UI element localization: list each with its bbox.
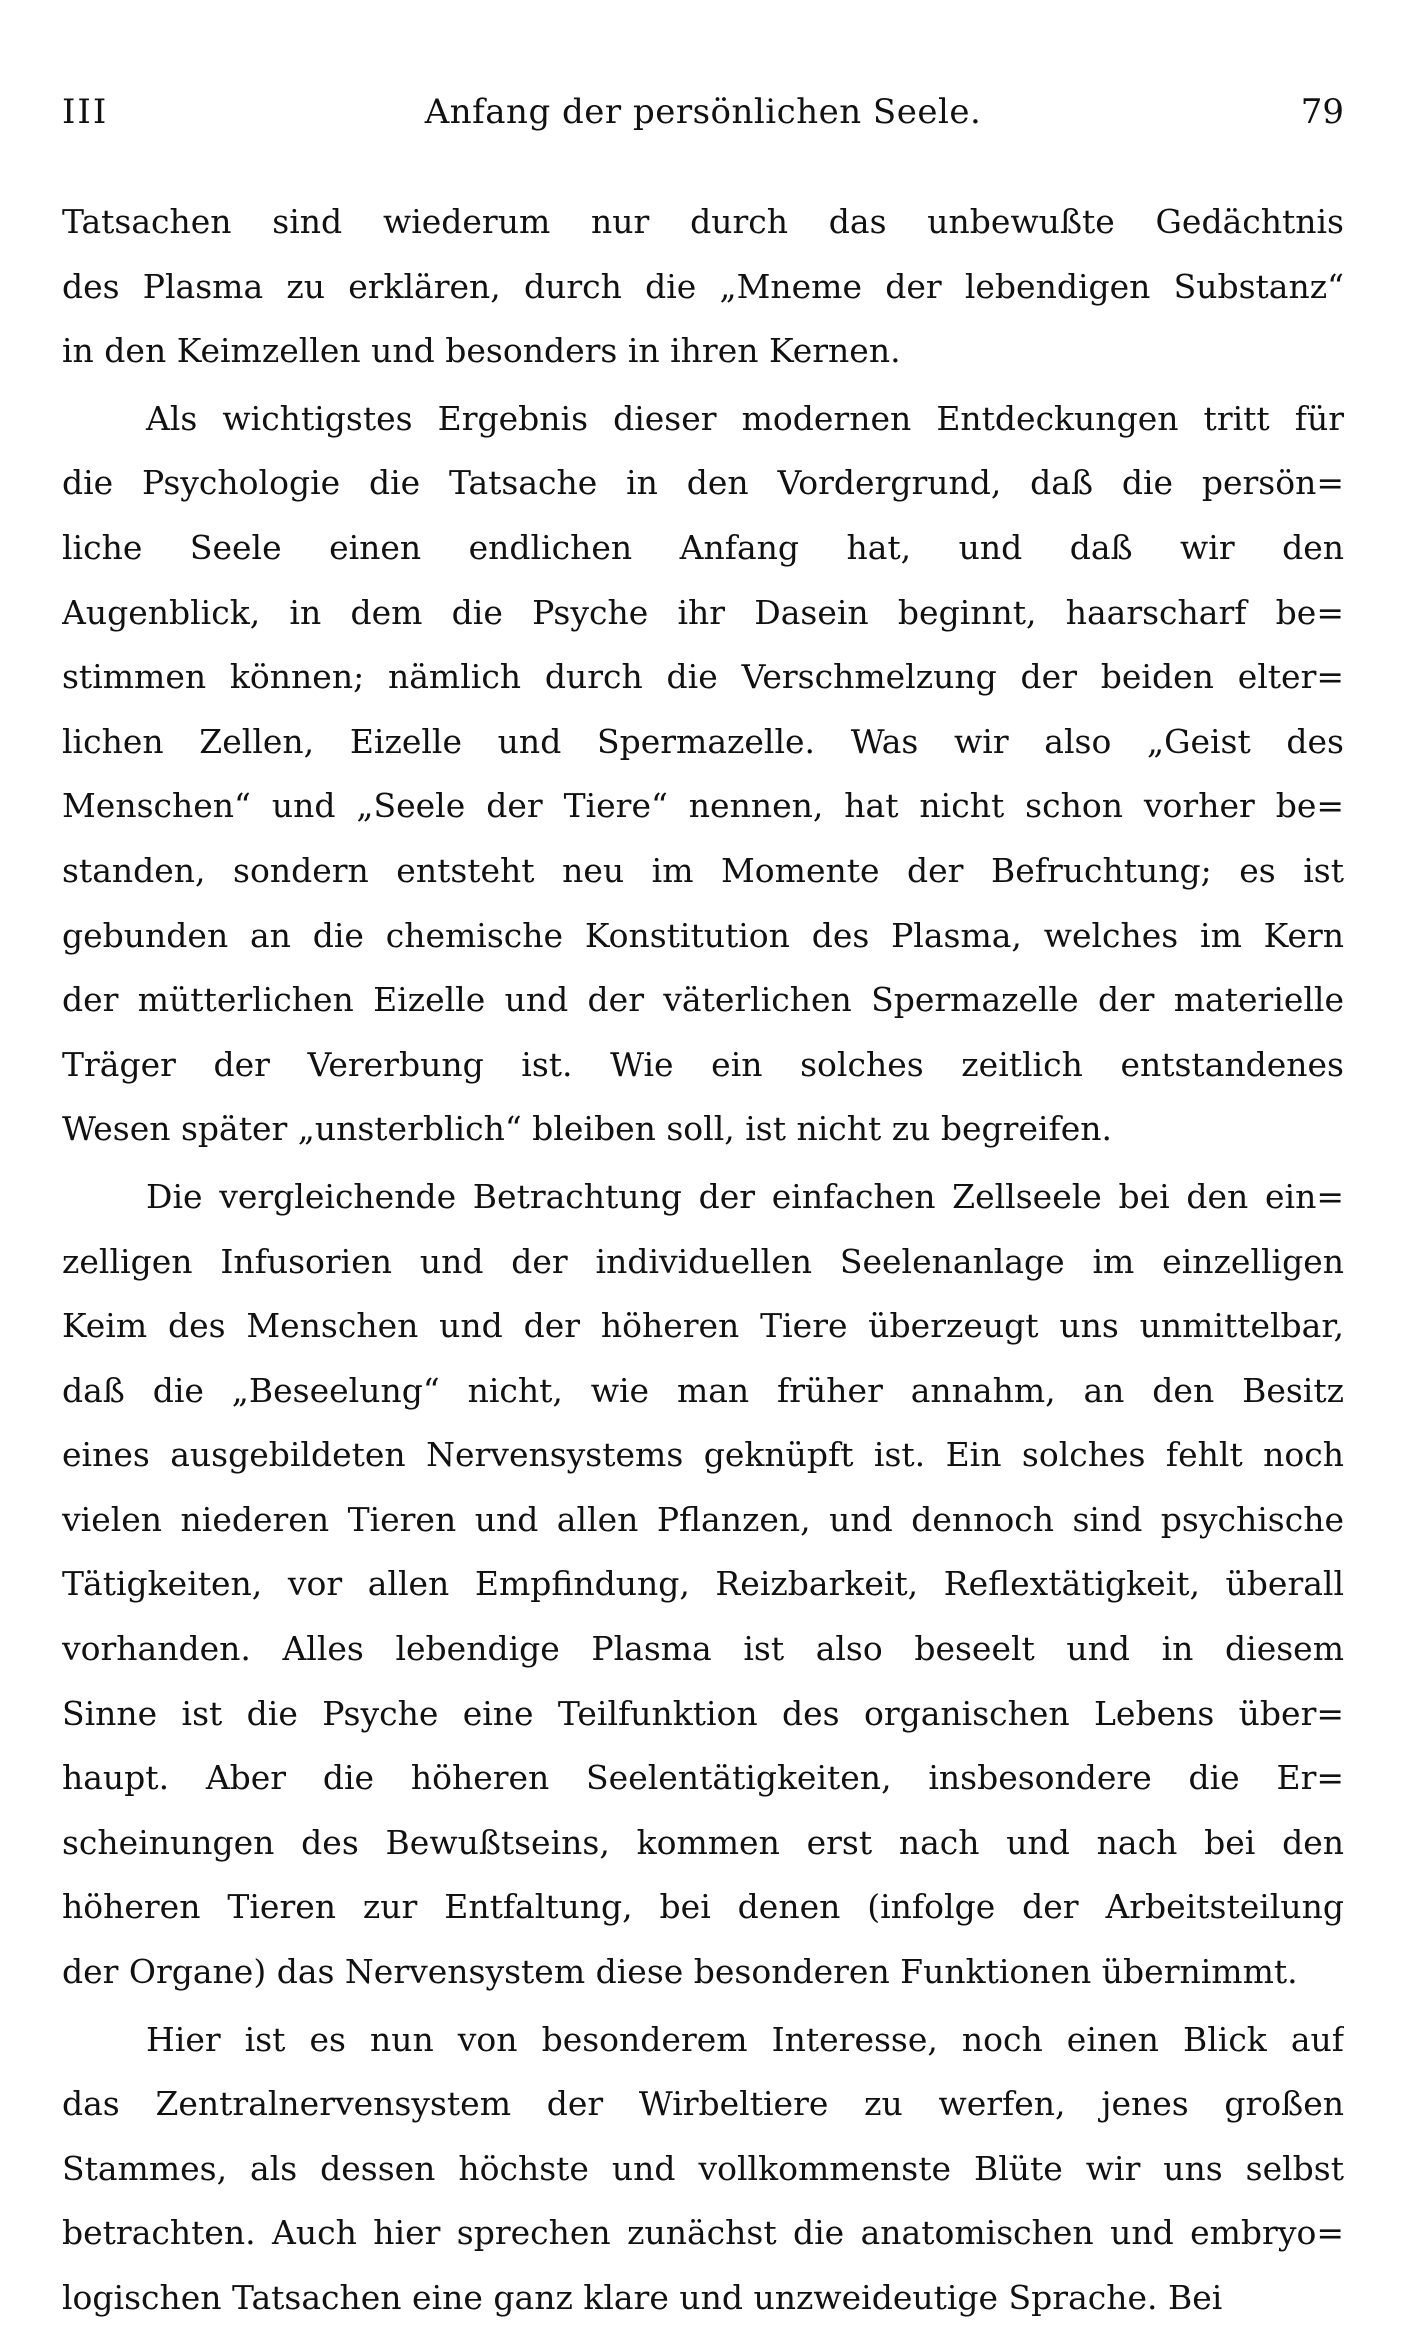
text-line: Wesen später „unsterblich“ bleiben soll, ist nicht zu begreifen.: [62, 1109, 1113, 1149]
text-line: die Psychologie die Tatsache in den Vordergrund, daß die persön=: [62, 463, 1344, 503]
text-line: zelligen Infusorien und der individuellen Seelenanlage im einzelligen: [62, 1241, 1344, 1281]
text-line: eines ausgebildeten Nervensystems geknüpft ist. Ein solches fehlt noch: [62, 1435, 1344, 1475]
text-line: vielen niederen Tieren und allen Pflanzen, und dennoch sind psychische: [62, 1499, 1344, 1539]
text-line: das Zentralnervensystem der Wirbeltiere zu werfen, jenes großen: [62, 2084, 1344, 2124]
paragraph: [62, 2008, 1344, 2331]
text-line: der Organe) das Nervensystem diese besonderen Funktionen übernimmt.: [62, 1952, 1298, 1992]
text-line: gebunden an die chemische Konstitution des Plasma, welches im Kern: [62, 915, 1344, 955]
text-line: Tatsachen sind wiederum nur durch das unbewußte Gedächtnis: [62, 202, 1344, 241]
text-line: logischen Tatsachen eine ganz klare und unzweideutige Sprache. Bei: [62, 2278, 1223, 2317]
body-text: [62, 190, 1344, 2331]
text-line: Augenblick, in dem die Psyche ihr Dasein beginnt, haarscharf be=: [62, 592, 1344, 632]
page-number: 79: [1300, 92, 1344, 132]
text-line: höheren Tieren zur Entfaltung, bei denen (infolge der Arbeitsteilung: [62, 1887, 1344, 1927]
paragraph: [62, 1165, 1344, 2005]
text-line: Stammes, als dessen höchste und vollkommenste Blüte wir uns selbst: [62, 2148, 1344, 2188]
text-line: Menschen“ und „Seele der Tiere“ nennen, hat nicht schon vorher be=: [62, 786, 1344, 826]
text-line: stimmen können; nämlich durch die Verschmelzung der beiden elter=: [62, 657, 1344, 697]
text-line: lichen Zellen, Eizelle und Spermazelle. Was wir also „Geist des: [62, 721, 1344, 761]
text-line: betrachten. Auch hier sprechen zunächst die anatomischen und embryo=: [62, 2213, 1344, 2253]
running-head: [62, 92, 1344, 152]
chapter-number: III: [62, 92, 109, 132]
text-line: Als wichtigstes Ergebnis dieser modernen Entdeckungen tritt für: [146, 398, 1344, 438]
paragraph: [62, 387, 1344, 1162]
text-line: haupt. Aber die höheren Seelentätigkeiten, insbesondere die Er=: [62, 1758, 1344, 1798]
running-title: Anfang der persönlichen Seele.: [424, 92, 982, 132]
text-line: Träger der Vererbung ist. Wie ein solches zeitlich entstandenes: [62, 1044, 1344, 1084]
text-line: Die vergleichende Betrachtung der einfachen Zellseele bei den ein=: [146, 1176, 1344, 1216]
text-line: Hier ist es nun von besonderem Interesse, noch einen Blick auf: [146, 2019, 1344, 2059]
text-line: Tätigkeiten, vor allen Empfindung, Reizbarkeit, Reflextätigkeit, überall: [62, 1564, 1344, 1604]
text-line: liche Seele einen endlichen Anfang hat, und daß wir den: [62, 527, 1344, 567]
text-line: des Plasma zu erklären, durch die „Mneme der lebendigen Substanz“: [62, 266, 1344, 306]
text-line: Sinne ist die Psyche eine Teilfunktion des organischen Lebens über=: [62, 1693, 1344, 1733]
text-line: standen, sondern entsteht neu im Momente der Befruchtung; es ist: [62, 850, 1344, 890]
text-line: Keim des Menschen und der höheren Tiere überzeugt uns unmittelbar,: [62, 1306, 1344, 1346]
paragraph: [62, 190, 1344, 384]
text-line: in den Keimzellen und besonders in ihren Kernen.: [62, 331, 901, 371]
text-line: scheinungen des Bewußtseins, kommen erst nach und nach bei den: [62, 1822, 1344, 1862]
text-line: der mütterlichen Eizelle und der väterlichen Spermazelle der materielle: [62, 980, 1344, 1020]
text-line: daß die „Beseelung“ nicht, wie man früher annahm, an den Besitz: [62, 1370, 1344, 1410]
text-line: vorhanden. Alles lebendige Plasma ist also beseelt und in diesem: [62, 1629, 1344, 1669]
